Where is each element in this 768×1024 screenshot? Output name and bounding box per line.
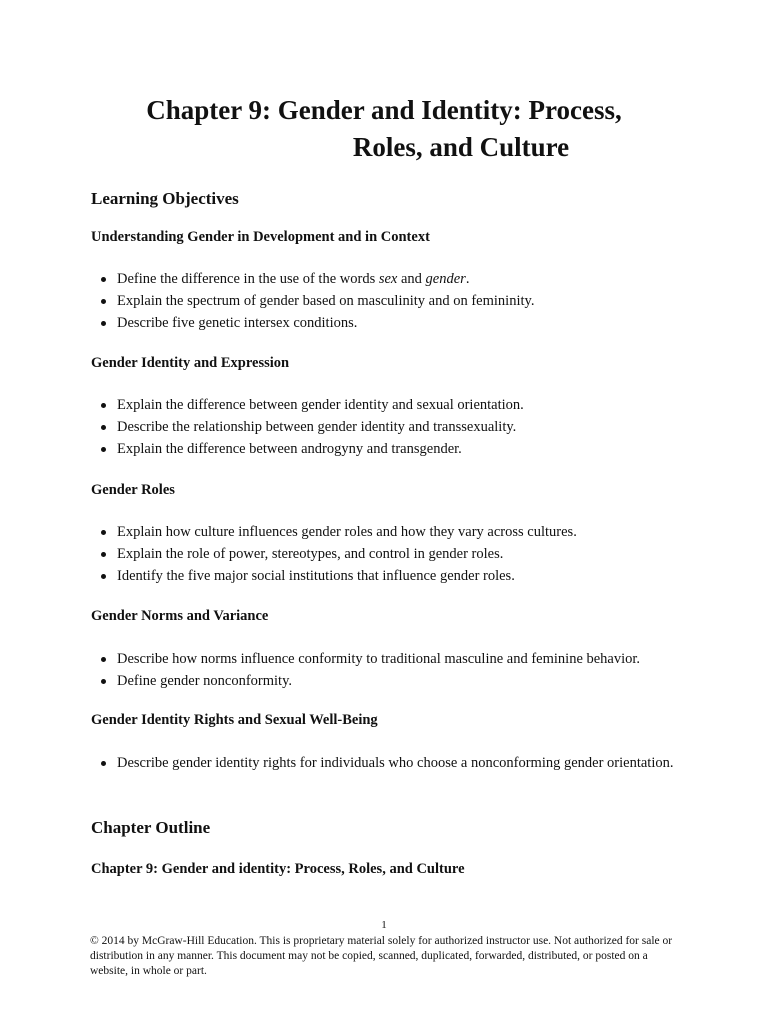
list-item: Explain the spectrum of gender based on masculinity and on femininity. <box>117 290 707 312</box>
list-item: Describe five genetic intersex conditions. <box>117 312 707 334</box>
list-item: Define the difference in the use of the words sex and gender. <box>117 268 707 290</box>
section-bullets-understanding-gender <box>91 268 707 334</box>
title-line-2: Roles, and Culture <box>352 132 570 162</box>
learning-objectives-heading: Learning Objectives <box>91 189 239 208</box>
title-line-1: Chapter 9: Gender and Identity: Process, <box>146 95 622 125</box>
list-item: Explain the difference between gender identity and sexual orientation. <box>117 394 707 416</box>
section-heading-gender-norms-variance: Gender Norms and Variance <box>91 608 269 624</box>
list-item: Identify the five major social institutions that influence gender roles. <box>117 565 707 587</box>
page-title <box>90 92 678 166</box>
list-item: Explain how culture influences gender roles and how they vary across cultures. <box>117 521 707 543</box>
section-heading-understanding-gender: Understanding Gender in Development and in Context <box>91 229 430 245</box>
list-item: Describe gender identity rights for individuals who choose a nonconforming gender orientation. <box>117 752 707 774</box>
list-item: Explain the difference between androgyny and transgender. <box>117 438 707 460</box>
page-number: 1 <box>381 919 387 931</box>
chapter-outline-subheading: Chapter 9: Gender and identity: Process, Roles, and Culture <box>91 861 465 877</box>
list-item: Describe how norms influence conformity to traditional masculine and feminine behavior. <box>117 648 707 670</box>
copyright-footer: © 2014 by McGraw-Hill Education. This is proprietary material solely for authorized instructor use. Not authorized for sale or distribution in any manner. This document may not be copied, scanned, duplicated, forwarded, distributed, or posted on a website, in whole or part. <box>90 935 673 977</box>
section-bullets-gender-identity-expression <box>91 394 707 460</box>
section-heading-gender-roles: Gender Roles <box>91 482 175 498</box>
section-bullets-gender-norms-variance <box>91 648 707 692</box>
section-heading-gender-identity-expression: Gender Identity and Expression <box>91 355 290 371</box>
chapter-outline-heading: Chapter Outline <box>91 818 211 837</box>
list-item: Define gender nonconformity. <box>117 670 707 692</box>
list-item: Describe the relationship between gender identity and transsexuality. <box>117 416 707 438</box>
section-bullets-gender-roles <box>91 521 707 587</box>
section-bullets-gender-identity-rights <box>91 752 707 774</box>
list-item: Explain the role of power, stereotypes, and control in gender roles. <box>117 543 707 565</box>
section-heading-gender-identity-rights: Gender Identity Rights and Sexual Well-Being <box>91 712 378 728</box>
